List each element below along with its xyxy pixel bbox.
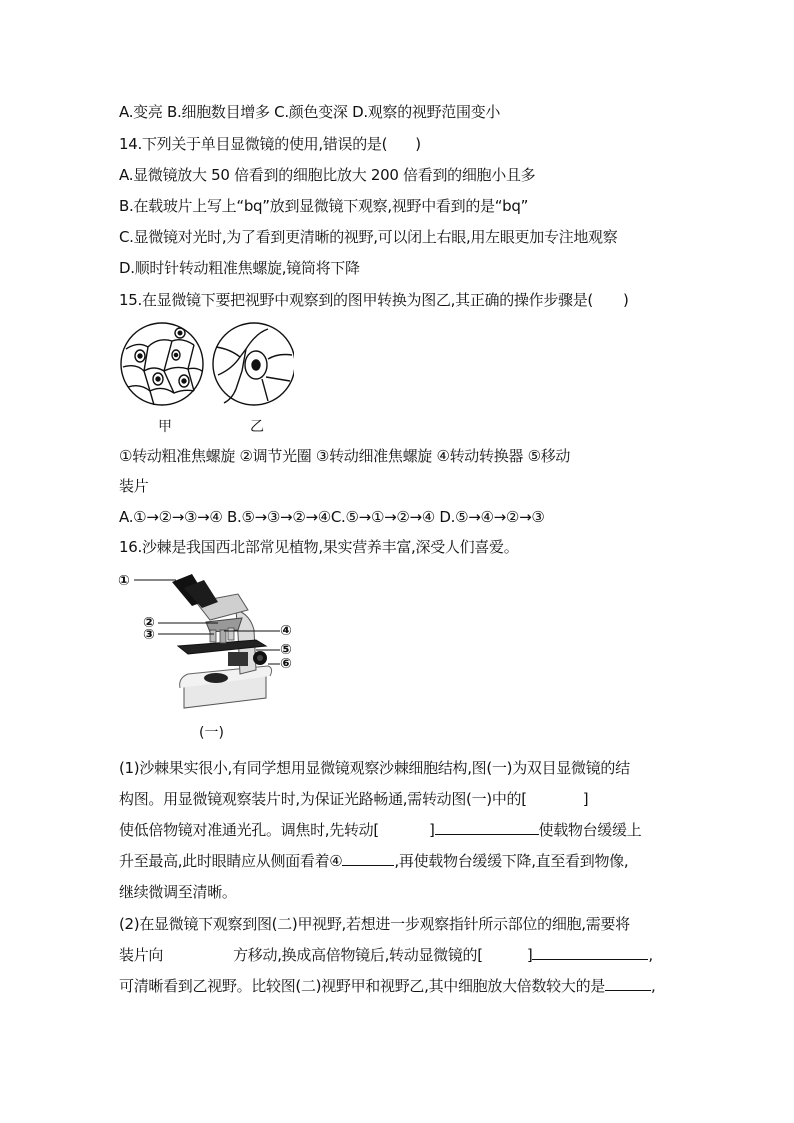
answer-blank[interactable] [435,820,539,835]
q14-option-d: D.顺时针转动粗准焦螺旋,镜筒将下降 [119,259,360,277]
answer-blank[interactable] [605,976,651,991]
q16-p1-line1: (1)沙棘果实很小,有同学想用显微镜观察沙棘细胞结构,图(一)为双目显微镜的结 [119,759,630,777]
q16-p2-line2-comma: , [648,946,653,964]
q16-p2-line1: (2)在显微镜下观察到图(二)甲视野,若想进一步观察指针所示部位的细胞,需要将 [119,915,630,933]
q16-p1-line3 [119,820,641,840]
figure-label-jia: 甲 [158,419,172,435]
q14-option-a: A.显微镜放大 50 倍看到的细胞比放大 200 倍看到的细胞小且多 [119,166,536,184]
q14-stem-end: ) [415,135,421,153]
q15-stem-end: ) [622,291,629,309]
microscope-label-5: ⑤ [280,642,292,658]
q14-stem-text: 14.下列关于单目显微镜的使用,错误的是( [119,135,388,153]
q15-stem [119,290,629,310]
microscope-icon [134,574,280,708]
q14-option-b: B.在载玻片上写上“bq”放到显微镜下观察,视野中看到的是“bq” [119,197,529,215]
q16-p1-line5: 继续微调至清晰。 [119,883,237,901]
microscope-label-6: ⑥ [280,656,292,672]
answer-blank[interactable] [342,851,394,866]
microscope-label-2: ② [143,615,155,631]
q16-p1-line3-text: 使低倍物镜对准通光孔。调焦时,先转动[ [119,821,379,839]
q16-p2-line2-bracket: ] [526,946,533,964]
q15-options: A.①→②→③→④ B.⑤→③→②→④C.⑤→①→②→④ D.⑤→④→②→③ [119,508,545,526]
view-jia-icon [121,323,203,405]
q16-p1-line4 [119,851,628,871]
microscope-label-1: ① [118,573,130,589]
figure-label-yi: 乙 [250,419,264,435]
view-yi-icon [213,323,294,405]
q16-p1-line2-text: 构图。用显微镜观察装片时,为保证光路畅通,需转动图(一)中的[ [119,790,527,808]
q16-p1-line3-tail: 使载物台缓缓上 [538,821,642,839]
cell-view-figure [118,319,294,415]
q16-p2-line2-middle: 方移动,换成高倍物镜后,转动显微镜的[ [233,946,483,964]
q16-stem: 16.沙棘是我国西北部常见植物,果实营养丰富,深受人们喜爱。 [119,538,519,556]
answer-blank[interactable] [532,945,648,960]
q16-p2-line3-comma: , [650,977,656,995]
q16-p1-line2 [119,789,588,809]
q14-stem [119,134,421,154]
q16-p2-line3-text: 可清晰看到乙视野。比较图(二)视野甲和视野乙,其中细胞放大倍数较大的是 [119,977,605,995]
q15-steps-line1: ①转动粗准焦螺旋 ②调节光圈 ③转动细准焦螺旋 ④转动转换器 ⑤移动 [119,447,571,465]
q16-p2-line3 [119,976,655,996]
q16-p1-line4-text: 升至最高,此时眼睛应从侧面看着④ [119,852,343,870]
q16-p1-line3-bracket: ] [428,821,435,839]
q13-options: A.变亮 B.细胞数目增多 C.颜色变深 D.观察的视野范围变小 [119,103,501,121]
q14-option-c: C.显微镜对光时,为了看到更清晰的视野,可以闭上右眼,用左眼更加专注地观察 [119,228,618,246]
microscope-caption: (一) [199,725,224,741]
q15-stem-text: 15.在显微镜下要把视野中观察到的图甲转换为图乙,其正确的操作步骤是( [119,291,593,309]
q16-p1-line4-tail: ,再使载物台缓缓下降,直至看到物像, [394,852,629,870]
q15-steps-line2: 装片 [119,477,149,495]
q16-p2-line2-text: 装片向 [119,946,164,964]
microscope-label-4: ④ [280,623,292,639]
q16-p1-line2-bracket: ] [582,790,589,808]
microscope-label-3: ③ [143,627,155,643]
q16-p2-line2 [119,945,653,965]
